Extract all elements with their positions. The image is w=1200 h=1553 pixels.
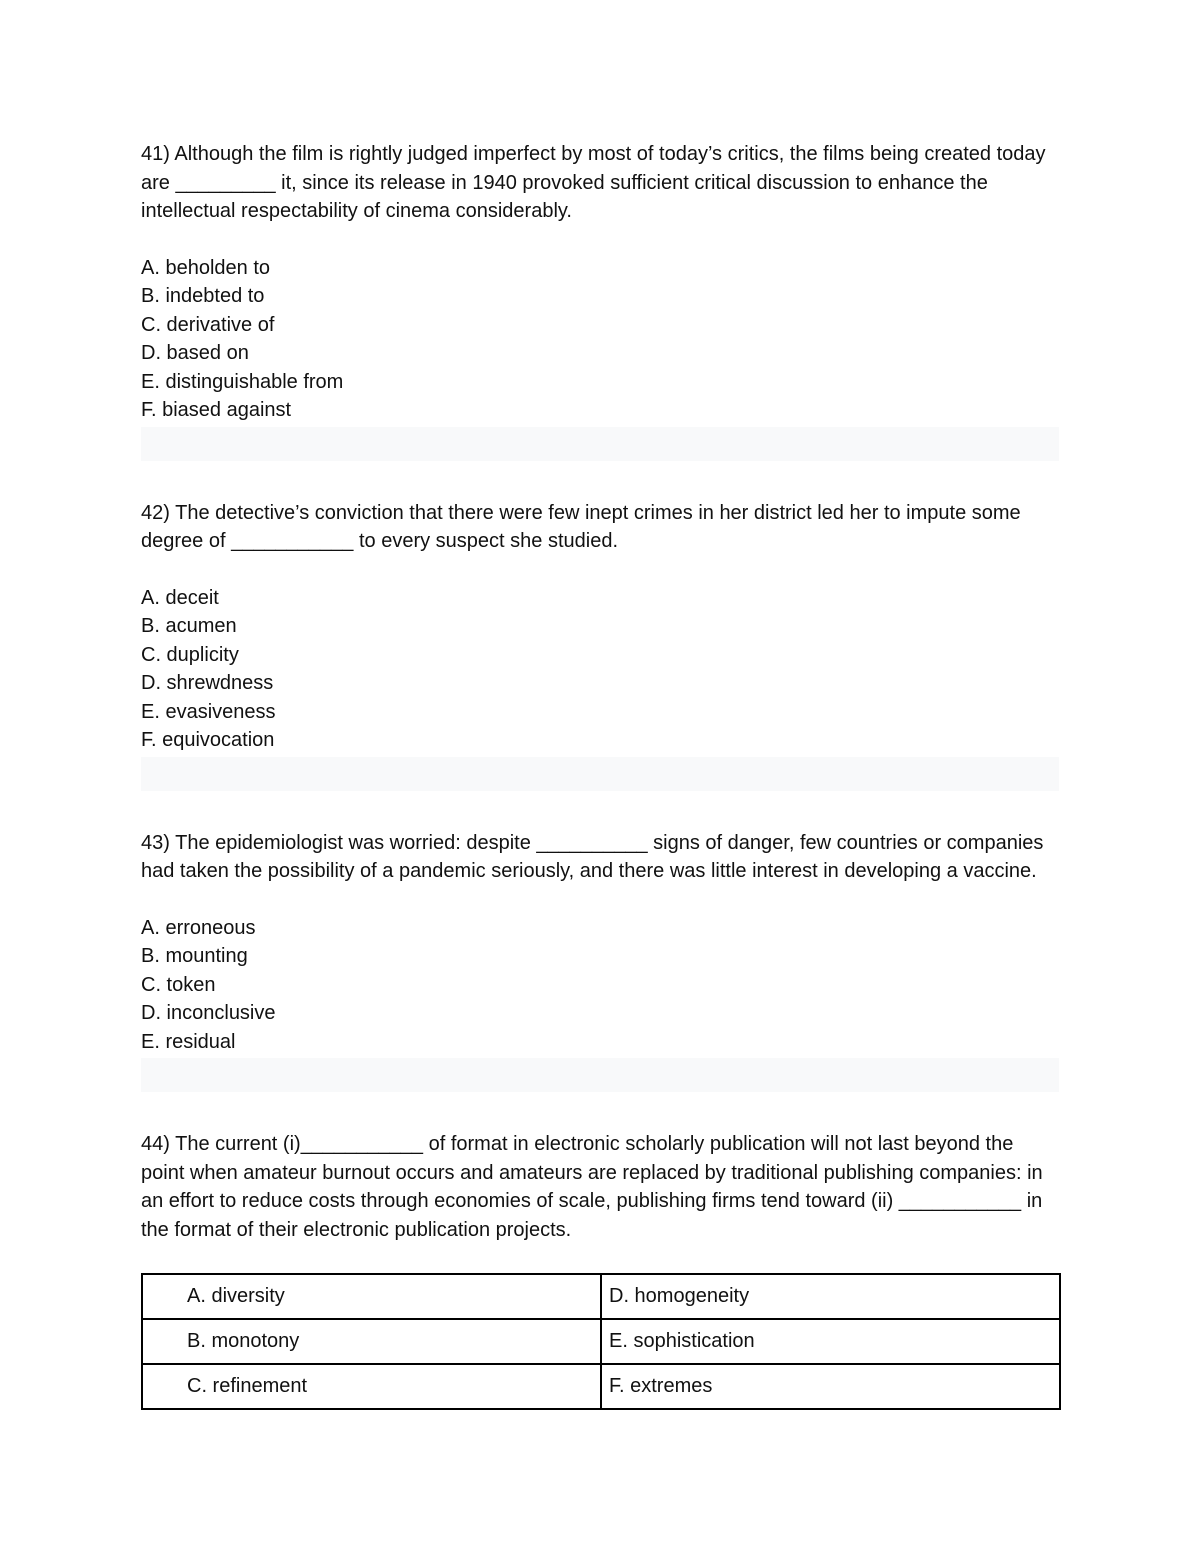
question-stem: 43) The epidemiologist was worried: despite __________ signs of danger, few countries or companies had taken the possibility of a pandemic seriously, and there was little interest in developing a vaccine.: [141, 831, 1044, 882]
question-stem: 44) The current (i)___________ of format in electronic scholarly publication will not last beyond the point when amateur burnout occurs and amateurs are replaced by traditional publishing companies: in an effort to reduce costs through economies of scale, publishing firms tend toward (ii) ___________ in the format of their electronic publication projects.: [141, 1133, 1043, 1241]
option-item: E. distinguishable from: [141, 370, 344, 393]
table-cell: A. diversity: [142, 1274, 601, 1319]
option-item: B. indebted to: [141, 285, 265, 307]
table-row: [142, 1364, 1060, 1409]
option-list: [141, 914, 1061, 1057]
option-item: C. token: [141, 973, 216, 996]
option-item: A. erroneous: [141, 916, 256, 939]
option-item: C. derivative of: [141, 313, 275, 336]
option-item: C. duplicity: [141, 643, 239, 666]
option-item: E. evasiveness: [141, 700, 276, 723]
option-list: [141, 254, 1061, 425]
section-separator: [141, 757, 1059, 791]
question-42: [141, 499, 1061, 755]
option-item: D. inconclusive: [141, 1002, 276, 1024]
option-item: D. based on: [141, 342, 249, 364]
table-row: [142, 1319, 1060, 1364]
option-item: D. shrewdness: [141, 672, 274, 694]
table-cell: D. homogeneity: [601, 1274, 1060, 1319]
question-stem: 42) The detective’s conviction that there were few inept crimes in her district led her to impute some degree of ___________ to every suspect she studied.: [141, 501, 1021, 552]
document-page: [141, 140, 1061, 1410]
table-cell: B. monotony: [142, 1319, 601, 1364]
option-list: [141, 584, 1061, 755]
option-item: F. equivocation: [141, 729, 275, 751]
option-item: A. deceit: [141, 586, 219, 609]
option-item: E. residual: [141, 1030, 236, 1053]
section-separator: [141, 427, 1059, 461]
section-separator: [141, 1058, 1059, 1092]
table-cell: F. extremes: [601, 1364, 1060, 1409]
table-cell: E. sophistication: [601, 1319, 1060, 1364]
question-41: [141, 140, 1061, 425]
option-item: F. biased against: [141, 399, 292, 421]
option-item: B. acumen: [141, 615, 237, 637]
question-43: [141, 829, 1061, 1057]
table-row: [142, 1274, 1060, 1319]
option-item: A. beholden to: [141, 256, 270, 279]
option-item: B. mounting: [141, 945, 248, 967]
question-stem: 41) Although the film is rightly judged imperfect by most of today’s critics, the films being created today are _________ it, since its release in 1940 provoked sufficient critical discussion to enhance the intellectual respectability of cinema considerably.: [141, 143, 1046, 222]
answer-choices-table: [141, 1273, 1061, 1410]
question-44: [141, 1130, 1061, 1410]
table-cell: C. refinement: [142, 1364, 601, 1409]
